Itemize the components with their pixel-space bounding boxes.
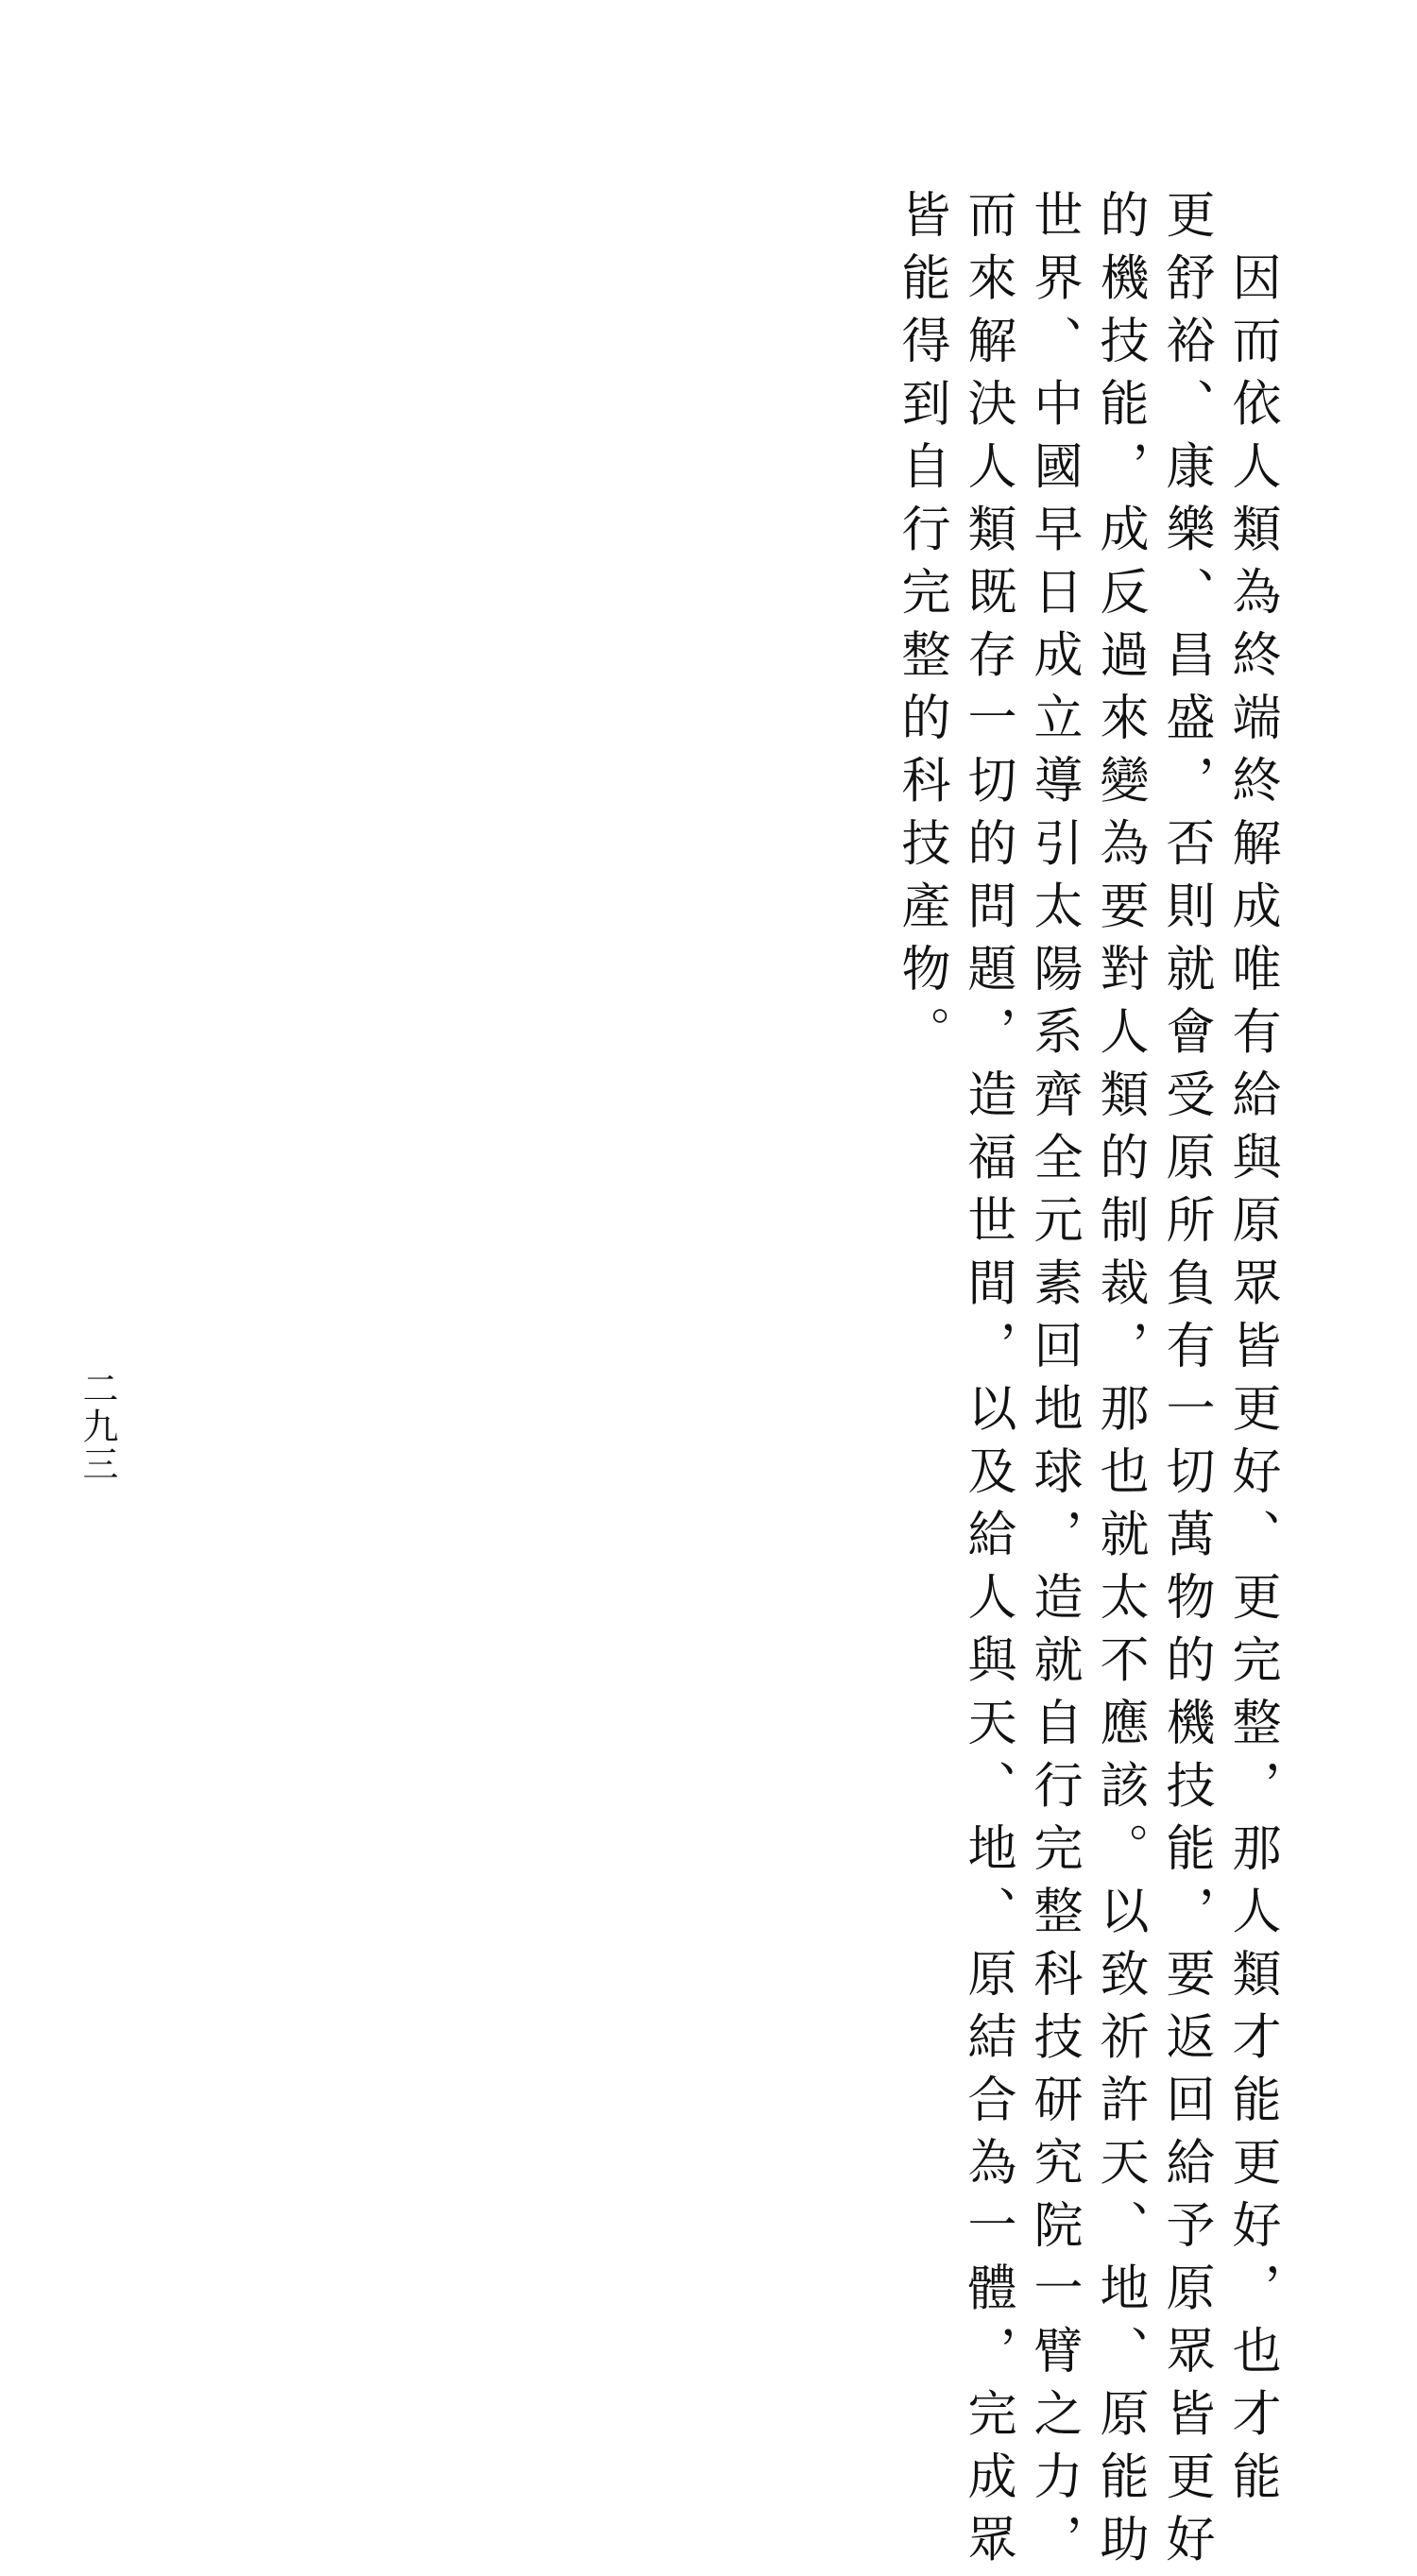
page-number: 二九三 bbox=[77, 1370, 118, 1483]
text-column-1: 因而依人類為終端終解成唯有給與原眾皆更好、更完整，那人類才能更好，也才能 bbox=[1223, 189, 1280, 2514]
text-column-5: 而來解決人類既存一切的問題，造福世間，以及給人與天、地、原結合為一體，完成眾 bbox=[959, 189, 1016, 2576]
text-column-6: 皆能得到自行完整的科技產物。 bbox=[893, 189, 949, 1068]
text-column-3: 的機技能，成反過來變為要對人類的制裁，那也就太不應該。以致祈許天、地、原能助 bbox=[1091, 189, 1148, 2576]
text-column-2: 更舒裕、康樂、昌盛，否則就會受原所負有一切萬物的機技能，要返回給予原眾皆更好 bbox=[1157, 189, 1214, 2576]
text-column-4: 世界、中國早日成立導引太陽系齊全元素回地球，造就自行完整科技研究院一臂之力， bbox=[1025, 189, 1082, 2576]
